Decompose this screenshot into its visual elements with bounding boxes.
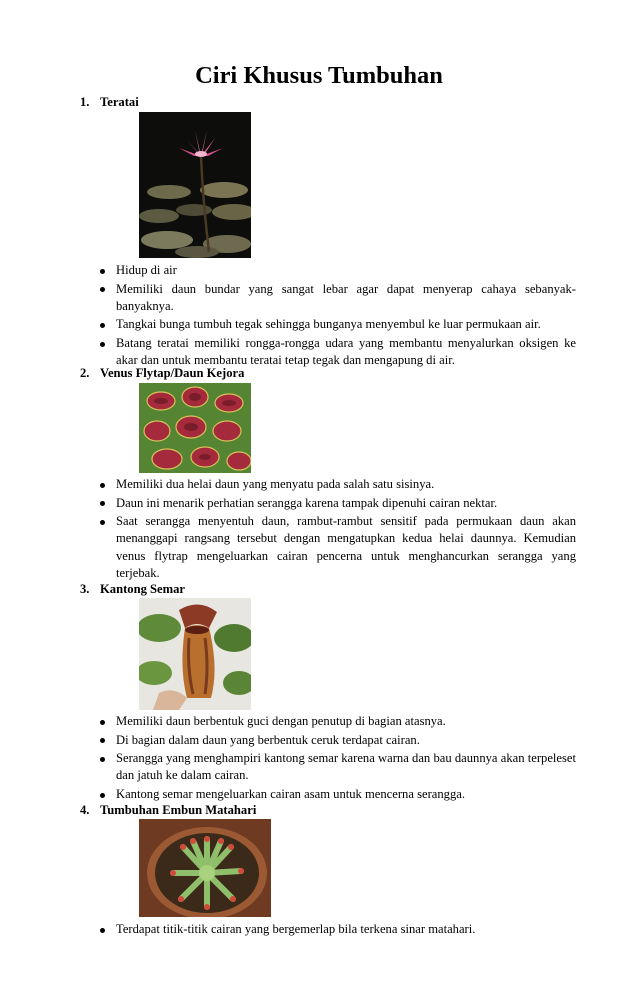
list-item: Terdapat titik-titik cairan yang bergemerlap bila terkena sinar matahari.: [116, 921, 576, 938]
bullet-icon: [100, 928, 105, 933]
bullet-icon: [100, 793, 105, 798]
bullet-icon: [100, 720, 105, 725]
section-heading-kantong-semar: [80, 582, 185, 597]
section-heading-venus-flytrap: [80, 366, 244, 381]
section-number: 4.: [80, 803, 90, 817]
bullet-icon: [100, 501, 105, 506]
bullet-icon: [100, 342, 105, 347]
teratai-bullet-list: [116, 262, 576, 371]
section-number: 3.: [80, 582, 90, 596]
list-item: Tangkai bunga tumbuh tegak sehingga bunganya menyembul ke luar permukaan air.: [116, 316, 576, 333]
list-item: Batang teratai memiliki rongga-rongga udara yang membantu menyalurkan oksigen ke akar dan untuk membantu teratai tetap tegak dan mengapung di air.: [116, 335, 576, 370]
pitcher-plant-photo: [139, 598, 251, 710]
list-item: Saat serangga menyentuh daun, rambut-rambut sensitif pada permukaan daun akan menanggapi rangsang tersebut dengan mengatupkan kedua helai daunnya. Kemudian venus flytrap mengeluarkan cairan pencerna untuk menghancurkan serangga yang terjebak.: [116, 513, 576, 582]
page-title: Ciri Khusus Tumbuhan: [195, 62, 443, 89]
list-item: Hidup di air: [116, 262, 576, 279]
list-item: Kantong semar mengeluarkan cairan asam untuk mencerna serangga.: [116, 786, 576, 803]
section-title: Kantong Semar: [100, 582, 186, 596]
bullet-icon: [100, 287, 105, 292]
section-title: Venus Flytap/Daun Kejora: [100, 366, 245, 380]
kantong-semar-bullet-list: [116, 713, 576, 805]
section-number: 1.: [80, 95, 90, 109]
list-item: Serangga yang menghampiri kantong semar karena warna dan bau daunnya akan terpeleset dan jatuh ke dalam cairan.: [116, 750, 576, 785]
bullet-icon: [100, 757, 105, 762]
section-heading-teratai: [80, 95, 139, 110]
section-title: Teratai: [100, 95, 139, 109]
list-item: Memiliki daun bundar yang sangat lebar agar dapat menyerap cahaya sebanyak-banyaknya.: [116, 281, 576, 316]
bullet-icon: [100, 269, 105, 274]
section-heading-embun-matahari: [80, 803, 256, 818]
list-item: Di bagian dalam daun yang berbentuk ceruk terdapat cairan.: [116, 732, 576, 749]
venus-flytrap-photo: [139, 383, 251, 473]
list-item: Memiliki daun berbentuk guci dengan penutup di bagian atasnya.: [116, 713, 576, 730]
venus-flytrap-bullet-list: [116, 476, 576, 584]
list-item: Daun ini menarik perhatian serangga karena tampak dipenuhi cairan nektar.: [116, 495, 576, 512]
bullet-icon: [100, 323, 105, 328]
sundew-photo: [139, 819, 271, 917]
lotus-photo: [139, 112, 251, 258]
bullet-icon: [100, 483, 105, 488]
bullet-icon: [100, 520, 105, 525]
list-item: Memiliki dua helai daun yang menyatu pada salah satu sisinya.: [116, 476, 576, 493]
bullet-icon: [100, 738, 105, 743]
embun-matahari-bullet-list: [116, 921, 576, 940]
section-number: 2.: [80, 366, 90, 380]
section-title: Tumbuhan Embun Matahari: [100, 803, 257, 817]
